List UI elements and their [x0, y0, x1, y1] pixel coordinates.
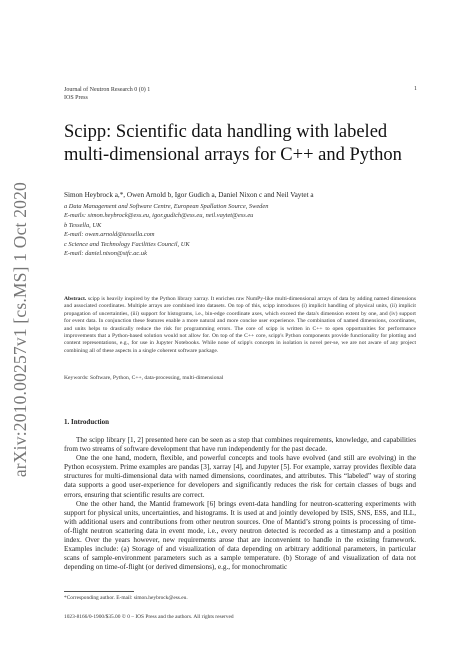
- page-number: 1: [414, 86, 417, 92]
- footnote: *Corresponding author. E-mail: simon.heybrock@ess.eu.: [64, 595, 188, 601]
- section-heading: 1. Introduction: [64, 418, 109, 426]
- affiliations: [64, 202, 268, 258]
- paragraph: One the other hand, the Mantid framework [6] brings event-data handling for neutron-scattering experiments with support for physical units, uncertainties, and histograms. It is used at and jointly developed by ISIS, SNS, ESS, and ILL, with additional users and contributions from other neutron sources. One of Mantid’s strong points is processing of time-of-flight neutron scattering data in event mode, i.e., every neutron detected is recorded as a timestamp and a position index. Over the years however, new requirements arose that are inconvenient to handle in the existing framework. Examples include: (a) Storage of and visualization of data depending on arbitrary additional parameters, in particular scans of sample-environment parameters such as a sample temperature. (b) Storage of and visualization of data not depending on time-of-flight (or derived dimensions), e.g., for monochromatic: [64, 499, 416, 572]
- affiliation-line: E-mail: owen.arnold@tessella.com: [64, 231, 155, 239]
- affiliation-line: E-mails: simon.heybrock@ess.eu, igor.gudich@ess.eu, neil.vaytet@ess.eu: [64, 212, 254, 220]
- paragraph: One the one hand, modern, flexible, and powerful concepts and tools have evolved (and still are evolving) in the Python ecosystem. Prime examples are pandas [3], xarray [4], and Jupyter [5]. For example, xarray provides flexible data structures for multi-dimensional data with named dimensions, coordinates, and attributes. This “labeled” way of storing data supports a good user-experience for developers and significantly reduces the risk for certain classes of bugs and errors, ensuring that scientific results are correct.: [64, 454, 416, 499]
- arxiv-stamp: [8, 182, 32, 478]
- copyright-line: 1023-8166/0-1900/$35.00 © 0 – IOS Press and the authors. All rights reserved: [64, 614, 234, 620]
- paper-title: Scipp: Scientific data handling with labeled multi-dimensional arrays for C++ and Python: [64, 122, 402, 165]
- affiliation-line: a Data Management and Software Centre, European Spallation Source, Sweden: [64, 203, 269, 210]
- abstract: [64, 296, 416, 355]
- arxiv-stamp-text: arXiv:2010.00257v1 [cs.MS] 1 Oct 2020: [9, 182, 30, 478]
- publisher-name: IOS Press: [64, 95, 88, 101]
- journal-header: [64, 86, 150, 102]
- body-text: [64, 436, 416, 572]
- author-list: Simon Heybrock a,*, Owen Arnold b, Igor Gudich a, Daniel Nixon c and Neil Vaytet a: [64, 191, 314, 199]
- keywords: Keywords: Software, Python, C++, data-processing, multi-dimensional: [64, 375, 224, 381]
- affiliation-line: E-mail: daniel.nixon@stfc.ac.uk: [64, 250, 147, 258]
- affiliation-line: b Tessella, UK: [64, 221, 102, 229]
- paragraph: The scipp library [1, 2] presented here can be seen as a step that combines requirements, knowledge, and capabilities from two streams of software development that have run independently for the past decade.: [64, 436, 416, 454]
- abstract-label: Abstract.: [64, 296, 87, 302]
- footnote-rule: [64, 591, 134, 592]
- abstract-text: scipp is heavily inspired by the Python library xarray. It enriches raw NumPy-like multi-dimensional arrays of data by adding named dimensions and associated coordinates. Multiple arrays are combined into datasets. On top of this, scipp introduces (i) implicit handling of physical units, (ii) implicit propagation of uncertainties, (iii) support for histograms, i.e., bin-edge coordinate axes, which exceed the data's dimension extent by one, and (iv) support for event data. In conjunction these features enable a more natural and more concise user experience. The combination of named dimensions, coordinates, and units helps to drastically reduce the risk for programming errors. The core of scipp is written in C++ to open opportunities for performance improvements that a Python-based solution would not allow for. On top of the C++ core, scipp's Python components provide functionality for plotting and content representations, e.g., for use in Jupyter Notebooks. While none of scipp's concepts in isolation is novel per-se, we are not aware of any project combining all of these aspects in a single coherent software package.: [64, 296, 417, 354]
- affiliation-line: c Science and Technology Facilities Council, UK: [64, 240, 190, 248]
- journal-name: Journal of Neutron Research 0 (0) 1: [64, 87, 151, 93]
